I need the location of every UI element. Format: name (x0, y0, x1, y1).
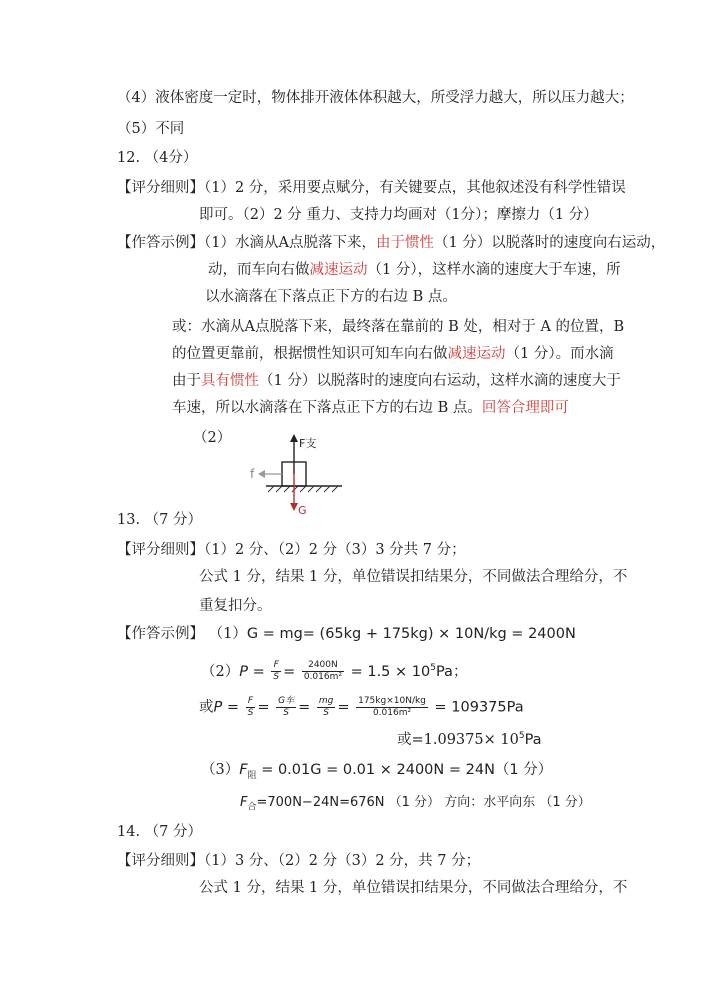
highlight-inertia: 由于惯性 (375, 235, 434, 251)
fraction-numerator: 2400N (302, 660, 344, 672)
q12-example-line-2 (208, 260, 621, 280)
q14-scoring-rules: 【评分细则】（1）3 分、（2）2 分（3）2 分，共 7 分； (117, 853, 481, 869)
fraction-denominator: 0.016m² (372, 708, 412, 718)
text-segment: 【作答示例】 （1） (117, 626, 247, 642)
arrow-head (258, 470, 265, 478)
text-segment: （2） (201, 663, 240, 680)
q13-example-part-2 (201, 658, 467, 683)
formula-text: = 0.01G = 0.01 × 2400N = 24N（1 分） (256, 762, 553, 778)
fraction (246, 696, 256, 719)
text-segment: 【作答示例】（1）水滴从A点脱落下来， (117, 235, 376, 251)
formula-text: Pa； (435, 663, 468, 680)
question-13-heading: 13. （7 分） (117, 512, 203, 528)
arrow-head (290, 434, 298, 442)
q13-example-part-1 (117, 624, 576, 644)
fraction-denominator: S (273, 672, 280, 683)
formula-text: = 1.5 × 10 (350, 663, 431, 680)
subscript: 合 (247, 802, 257, 813)
question-12-heading: 12. （4分） (117, 150, 198, 166)
highlight-deceleration: 减速运动 (309, 262, 368, 278)
fraction-numerator: 175kg×10N/kg (358, 696, 426, 706)
q12-alt-line-3 (172, 371, 621, 391)
fraction-denominator: 0.016m² (303, 672, 342, 683)
fraction (271, 660, 281, 683)
fraction-denominator: S (283, 708, 289, 718)
q14-scoring-rules-cont: 公式 1 分，结果 1 分，单位错误扣结果分，不同做法合理给分，不 (199, 880, 628, 896)
fraction (302, 660, 344, 683)
fraction (317, 696, 335, 719)
answer-line-5: （5）不同 (117, 121, 185, 137)
q13-example-resultant (240, 793, 591, 818)
formula-text: Pa (524, 731, 542, 748)
answer-line-4: （4）液体密度一定时，物体排开液体体积越大，所受浮力越大，所以压力越大； (117, 90, 634, 106)
formula-gravity: G = mg= (65kg + 175kg) × 10N/kg = 2400N (246, 626, 576, 642)
fraction-denominator: S (247, 708, 254, 718)
q12-alt-line-1: 或：水滴从A点脱落下来，最终落在靠前的 B 处，相对于 A 的位置，B (172, 319, 625, 335)
text-segment: （1 分）以脱落时的速度向右运动， (433, 235, 666, 251)
subscript: 阻 (247, 770, 257, 781)
q13-scoring-rules-cont: 公式 1 分，结果 1 分，单位错误扣结果分，不同做法合理给分，不 (199, 569, 628, 585)
formula-text: = (283, 663, 296, 680)
ground-hatching (268, 486, 338, 492)
q12-scoring-rules: 【评分细则】（1）2 分，采用要点赋分，有关键要点，其他叙述没有科学性错误 (117, 180, 626, 196)
support-force-label: F支 (299, 437, 317, 450)
q12-alt-line-4 (172, 398, 569, 418)
question-14-heading: 14. （7 分） (117, 824, 203, 840)
text-segment: 的位置更靠前，根据惯性知识可知车向右做 (172, 346, 448, 362)
fraction (356, 696, 428, 719)
formula-text: F (240, 795, 248, 810)
gravity-label: G (298, 504, 307, 517)
highlight-deceleration: 减速运动 (447, 346, 506, 362)
text-segment: 动，而车向右做 (208, 262, 310, 278)
exponent: 5 (430, 663, 436, 673)
fraction-numerator: mg (318, 696, 334, 706)
formula-text: =700N−24N=676N （1 分） 方向：水平向东 （1 分） (256, 795, 591, 810)
text-segment: （1 分）以脱落时的速度向右运动，这样水滴的速度大于 (259, 373, 621, 389)
q12-example-line-1 (117, 233, 665, 253)
text-segment: 由于 (172, 373, 201, 389)
highlight-has-inertia: 具有惯性 (201, 373, 259, 389)
fraction-denominator: S (323, 708, 329, 718)
text-segment: 或 (199, 699, 214, 716)
formula-text: P = (239, 663, 265, 680)
highlight-reasonable: 回答合理即可 (481, 400, 569, 416)
formula-text: P = (213, 699, 240, 716)
formula-result: = 109375Pa (434, 699, 524, 716)
q13-example-alt-result (397, 726, 542, 750)
q13-scoring-rules-cont2: 重复扣分。 (199, 598, 272, 614)
fraction-numerator: F (246, 696, 256, 708)
text-segment: （1 分），这样水滴的速度大于车速，所 (367, 262, 621, 278)
q12-alt-line-2 (172, 344, 614, 364)
q13-example-part-3 (201, 760, 552, 786)
exponent: 5 (518, 731, 525, 741)
formula-text: F (239, 762, 248, 778)
force-diagram (246, 430, 354, 520)
fraction-numerator: F (271, 660, 281, 672)
q12-scoring-rules-cont: 即可。（2）2 分 重力、支持力均画对（1分）；摩擦力（1 分） (199, 207, 598, 223)
text-segment: 车速，所以水滴落在下落点正下方的右边 B 点。 (172, 400, 482, 416)
q13-example-alt: 或P = $\frac{F}{S}$ = $\frac{\text{G车}}{S}$ = $\frac{mg}{S}$ = $\frac{175kg\times 10N/kg}{\text{0.016m²}}$ = 109375Pa (199, 696, 524, 718)
fraction (276, 696, 296, 719)
fraction-numerator: G车 (278, 696, 295, 706)
text-segment: （1 分）。而水滴 (505, 346, 614, 362)
friction-label: f (250, 467, 255, 481)
q12-part-2-label: （2） (193, 430, 232, 446)
arrow-head (290, 503, 298, 511)
text-segment: （3） (201, 762, 240, 778)
text-segment: 或=1.09375× 10 (397, 731, 519, 748)
q12-example-line-3: 以水滴落在下落点正下方的右边 B 点。 (205, 289, 457, 305)
q13-scoring-rules: 【评分细则】（1）2 分、（2）2 分（3）3 分共 7 分； (117, 542, 466, 558)
